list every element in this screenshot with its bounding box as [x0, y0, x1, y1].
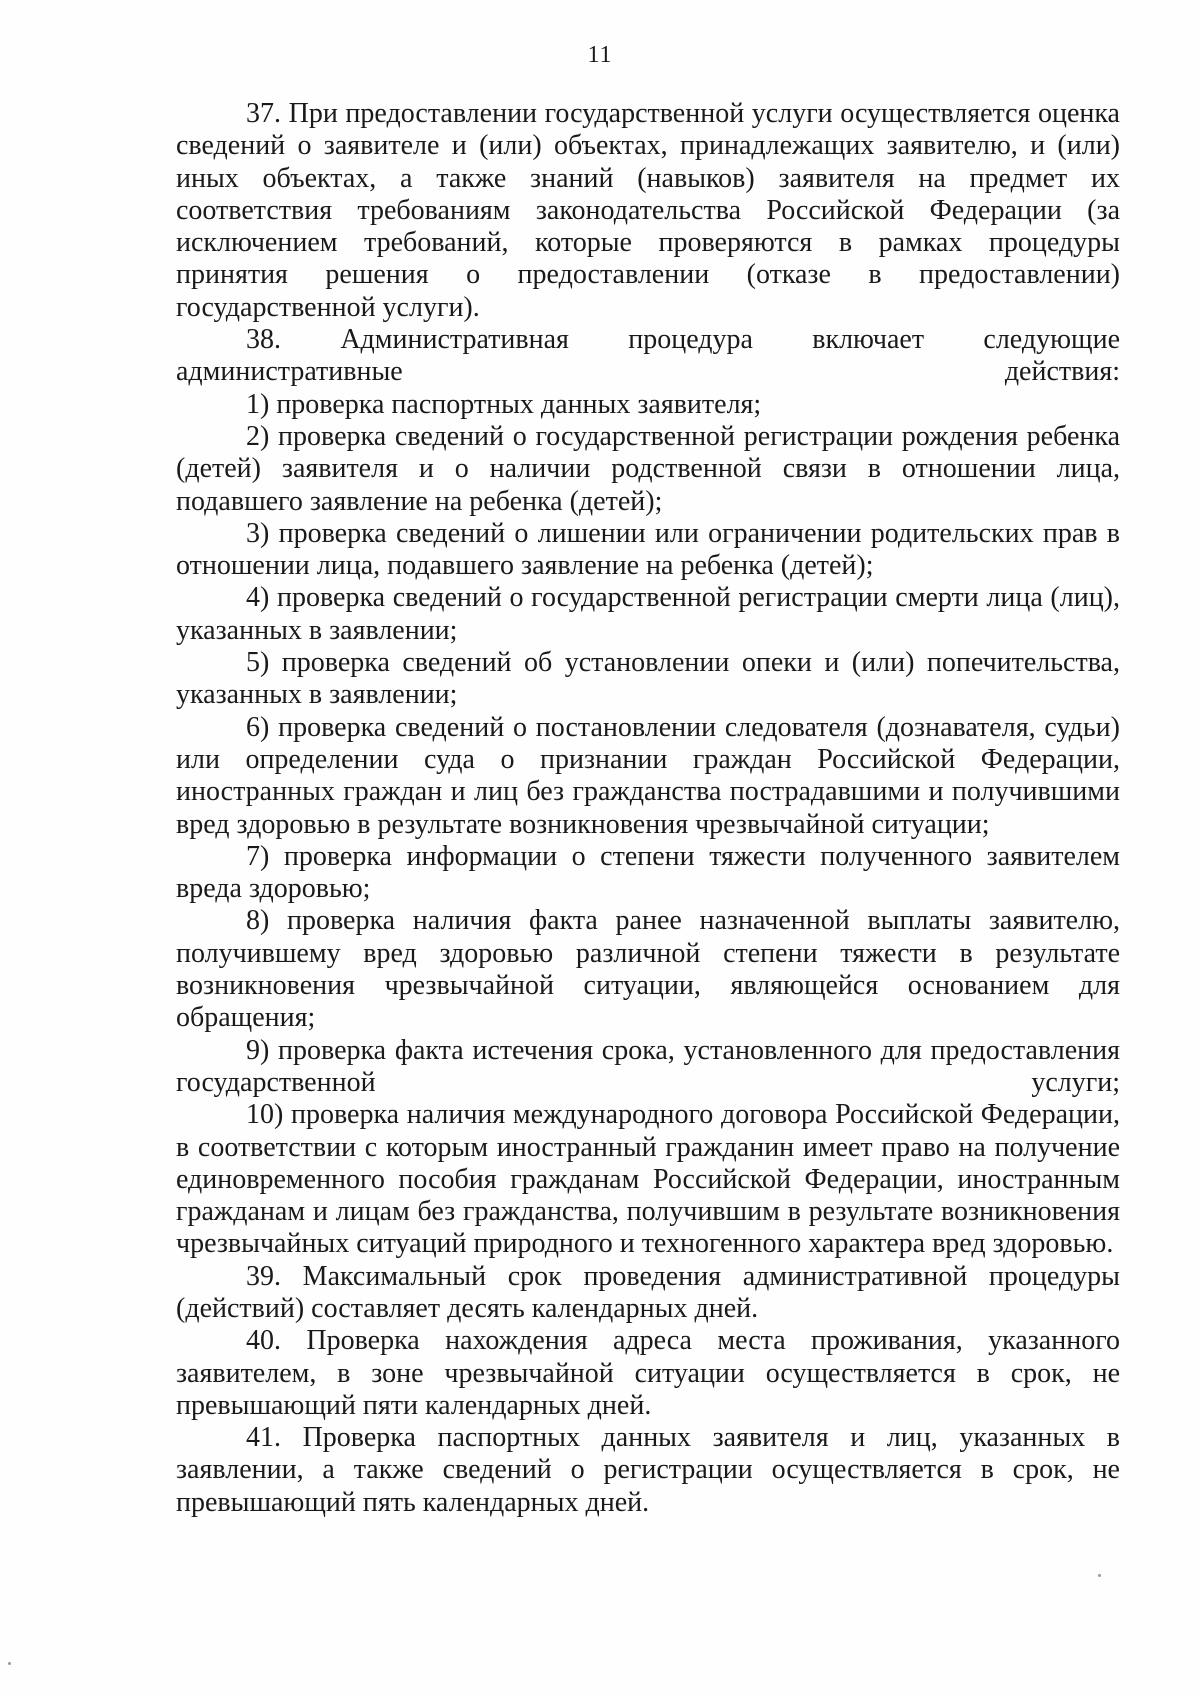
- list-item-1: 1) проверка паспортных данных заявителя;: [246, 388, 762, 420]
- list-item-3: 3) проверка сведений о лишении или ограничении родительских прав в отношении лица, подавшего заявление на ребенка (детей);: [176, 517, 1120, 582]
- paragraph-39: 39. Максимальный срок проведения административной процедуры (действий) составляет десять календарных дней.: [176, 1260, 1120, 1324]
- document-body: [176, 98, 1120, 1519]
- page-number: 11: [587, 42, 613, 68]
- paragraph-37: 37. При предоставлении государственной услуги осуществляется оценка сведений о заявителе и (или) объектах, принадлежащих заявителю, и (или) иных объектах, а также знаний (навыков) заявителя на предмет их соответствия требованиям законодательства Российской Федерации (за исключением требований, которые проверяются в рамках процедуры принятия решения о предоставлении (отказе в предоставлении) государственной услуги).: [176, 98, 1120, 323]
- paragraph-38: 38. Административная процедура включает следующие административные действия:: [176, 324, 1120, 388]
- paragraph-41: 41. Проверка паспортных данных заявителя и лиц, указанных в заявлении, а также сведений о регистрации осуществляется в срок, не превышающий пять календарных дней.: [176, 1422, 1120, 1518]
- paragraph-40: 40. Проверка нахождения адреса места проживания, указанного заявителем, в зоне чрезвычайной ситуации осуществляется в срок, не превышающий пяти календарных дней.: [176, 1325, 1120, 1421]
- list-item-5: 5) проверка сведений об установлении опеки и (или) попечительства, указанных в заявлении;: [176, 647, 1120, 711]
- list-item-7: 7) проверка информации о степени тяжести полученного заявителем вреда здоровью;: [176, 840, 1120, 905]
- list-item-4: 4) проверка сведений о государственной регистрации смерти лица (лиц), указанных в заявлении;: [176, 582, 1120, 646]
- scan-speck: [8, 1662, 11, 1665]
- list-item-2: 2) проверка сведений о государственной регистрации рождения ребенка (детей) заявителя и о наличии родственной связи в отношении лица, подавшего заявление на ребенка (детей);: [176, 420, 1120, 517]
- list-item-6: 6) проверка сведений о постановлении следователя (дознавателя, судьи) или определении суда о признании граждан Российской Федерации, иностранных граждан и лиц без гражданства пострадавшими и получившими вред здоровью в результате возникновения чрезвычайной ситуации;: [176, 711, 1120, 840]
- list-item-10: 10) проверка наличия международного договора Российской Федерации, в соответствии с которым иностранный гражданин имеет право на получение единовременного пособия гражданам Российской Федерации, иностранным гражданам и лицам без гражданства, получившим в результате возникновения чрезвычайных ситуаций природного и техногенного характера вред здоровью.: [176, 1099, 1120, 1260]
- list-item-9: 9) проверка факта истечения срока, установленного для предоставления государственной услуги;: [176, 1034, 1120, 1098]
- list-item-8: 8) проверка наличия факта ранее назначенной выплаты заявителю, получившему вред здоровью различной степени тяжести в результате возникновения чрезвычайной ситуации, являющейся основанием для обращения;: [176, 905, 1120, 1034]
- scan-speck: [1098, 1574, 1101, 1577]
